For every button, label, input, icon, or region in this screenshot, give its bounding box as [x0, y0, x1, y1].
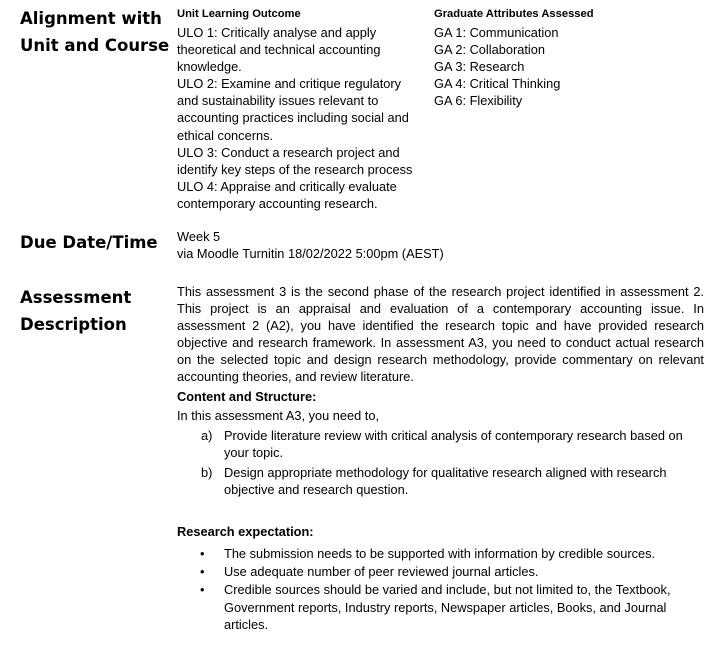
assessment-paragraph: This assessment 3 is the second phase of the research project identified in assessment 2. This project is an appraisal and evaluation of a contemporary accounting issue. In assessment 2 (A2), you have identified the research topic and have provided research objective and research framework. In assessment A3, you need to conduct actual research on the selected topic and design research methodology, provide commentary on relevant accounting theories, and review literature.: [177, 284, 704, 385]
bullet-icon: •: [200, 546, 205, 562]
content-intro: In this assessment A3, you need to,: [177, 407, 380, 423]
due-submission: via Moodle Turnitin 18/02/2022 5:00pm (AEST): [177, 246, 444, 262]
ulo-line: identify key steps of the research process: [177, 161, 413, 177]
ulo-list: [177, 24, 427, 212]
task-marker: a): [201, 427, 213, 443]
task-list: [177, 427, 687, 498]
ga-column: [434, 7, 704, 109]
alignment-label-line1: Alignment with: [20, 9, 162, 28]
task-item: [177, 464, 687, 498]
ulo-column: [177, 7, 427, 212]
task-text: Design appropriate methodology for qualitative research aligned with research objective and research question.: [224, 464, 667, 498]
ga-line: GA 2: Collaboration: [434, 42, 545, 58]
due-week: Week 5: [177, 229, 221, 244]
expectation-text: The submission needs to be supported with information by credible sources.: [224, 546, 656, 562]
alignment-label-line2: Unit and Course: [20, 36, 170, 55]
ulo-line: ULO 1: Critically analyse and apply: [177, 25, 377, 40]
task-text: Provide literature review with critical analysis of contemporary research based on your topic.: [224, 427, 683, 460]
ulo-line: ULO 4: Appraise and critically evaluate: [177, 178, 397, 194]
expectation-item: [177, 545, 677, 562]
bullet-icon: •: [200, 582, 205, 598]
expectation-text: Use adequate number of peer reviewed journal articles.: [224, 564, 539, 580]
ga-line: GA 6: Flexibility: [434, 93, 523, 109]
ulo-line: ULO 3: Conduct a research project and: [177, 144, 400, 160]
ulo-line: knowledge.: [177, 59, 242, 75]
assessment-label-line2: Description: [20, 315, 127, 334]
assessment-label-line1: Assessment: [20, 288, 132, 307]
expectation-item: [177, 581, 677, 632]
ulo-heading: Unit Learning Outcome: [177, 8, 301, 20]
ga-line: GA 1: Communication: [434, 25, 559, 40]
task-marker: b): [201, 464, 213, 480]
ga-line: GA 3: Research: [434, 59, 525, 75]
ga-heading: Graduate Attributes Assessed: [434, 8, 594, 20]
due-date-details: [177, 228, 444, 262]
ulo-line: ULO 2: Examine and critique regulatory: [177, 76, 402, 92]
expectation-text: Credible sources should be varied and include, but not limited to, the Textbook, Government reports, Industry reports, Newspaper articles, Books, and Journal articles.: [224, 582, 671, 632]
ulo-line: accounting practices including social and: [177, 110, 409, 126]
ga-list: [434, 24, 704, 109]
bullet-icon: •: [200, 564, 205, 580]
due-date-label: Due Date/Time: [20, 233, 158, 252]
alignment-section-label: [20, 5, 169, 59]
assessment-description: [177, 283, 704, 633]
ulo-line: and sustainability issues relevant to: [177, 93, 379, 109]
expectation-list: [177, 545, 677, 632]
ga-line: GA 4: Critical Thinking: [434, 76, 561, 92]
ulo-line: contemporary accounting research.: [177, 195, 378, 211]
research-expectation-heading: Research expectation:: [177, 524, 314, 540]
expectation-item: [177, 563, 677, 580]
task-item: [177, 427, 687, 461]
content-structure-heading: Content and Structure:: [177, 388, 317, 404]
ulo-line: theoretical and technical accounting: [177, 42, 381, 58]
ulo-line: ethical concerns.: [177, 127, 274, 143]
assessment-section-label: [20, 284, 131, 338]
